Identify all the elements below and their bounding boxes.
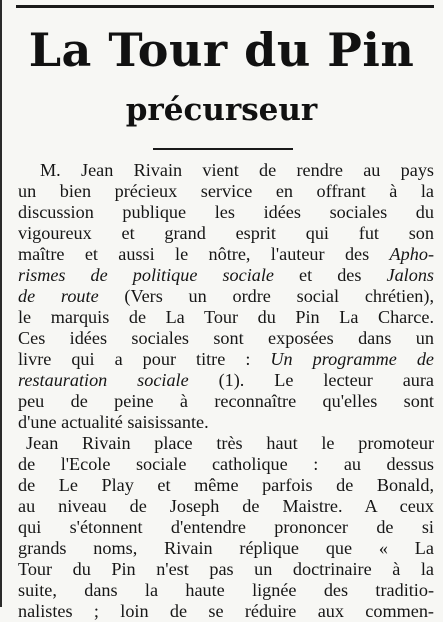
- article-line: rismes de politique sociale et des Jalons: [18, 265, 434, 285]
- article-line: Ces idées sociales sont exposées dans un: [18, 328, 434, 348]
- article-line: de route (Vers un ordre social chrétien),: [18, 286, 434, 306]
- article-line: au niveau de Joseph de Maistre. A ceux: [18, 496, 434, 516]
- top-rule: [16, 5, 434, 8]
- article-line: grands noms, Rivain réplique que « La: [18, 538, 434, 558]
- article-line: maître et aussi le nôtre, l'auteur des Apho-: [18, 244, 434, 264]
- title-divider: [153, 148, 293, 150]
- article-body: [18, 160, 434, 622]
- article-line: Jean Rivain place très haut le promoteur: [26, 433, 434, 453]
- article-line: livre qui a pour titre : Un programme de: [18, 349, 435, 369]
- article-line: discussion publique les idées sociales du: [18, 202, 434, 222]
- article-line: qui s'étonnent d'entendre prononcer de si: [18, 517, 434, 537]
- article-line: de Le Play et même parfois de Bonald,: [18, 475, 434, 495]
- article-line: le marquis de La Tour du Pin La Charce.: [18, 307, 434, 327]
- article-line: un bien précieux service en offrant à la: [18, 181, 434, 201]
- article-line: peu de peine à reconnaître qu'elles sont: [18, 391, 434, 411]
- article-line: M. Jean Rivain vient de rendre au pays: [40, 160, 434, 180]
- article-line: restauration sociale (1). Le lecteur aura: [18, 370, 434, 390]
- article-subtitle: précurseur: [125, 92, 318, 128]
- article-line: de l'Ecole sociale catholique : au dessus: [18, 454, 434, 474]
- article-line: suite, dans la haute lignée des traditio-: [18, 580, 434, 600]
- article-line: nalistes ; loin de se réduire aux commen-: [18, 601, 434, 621]
- article-line: d'une actualité saisissante.: [18, 412, 209, 432]
- article-title: La Tour du Pin: [28, 23, 415, 77]
- article-line: Tour du Pin n'est pas un doctrinaire à la: [18, 559, 434, 579]
- article-line: vigoureux et grand esprit qui fut son: [18, 223, 434, 243]
